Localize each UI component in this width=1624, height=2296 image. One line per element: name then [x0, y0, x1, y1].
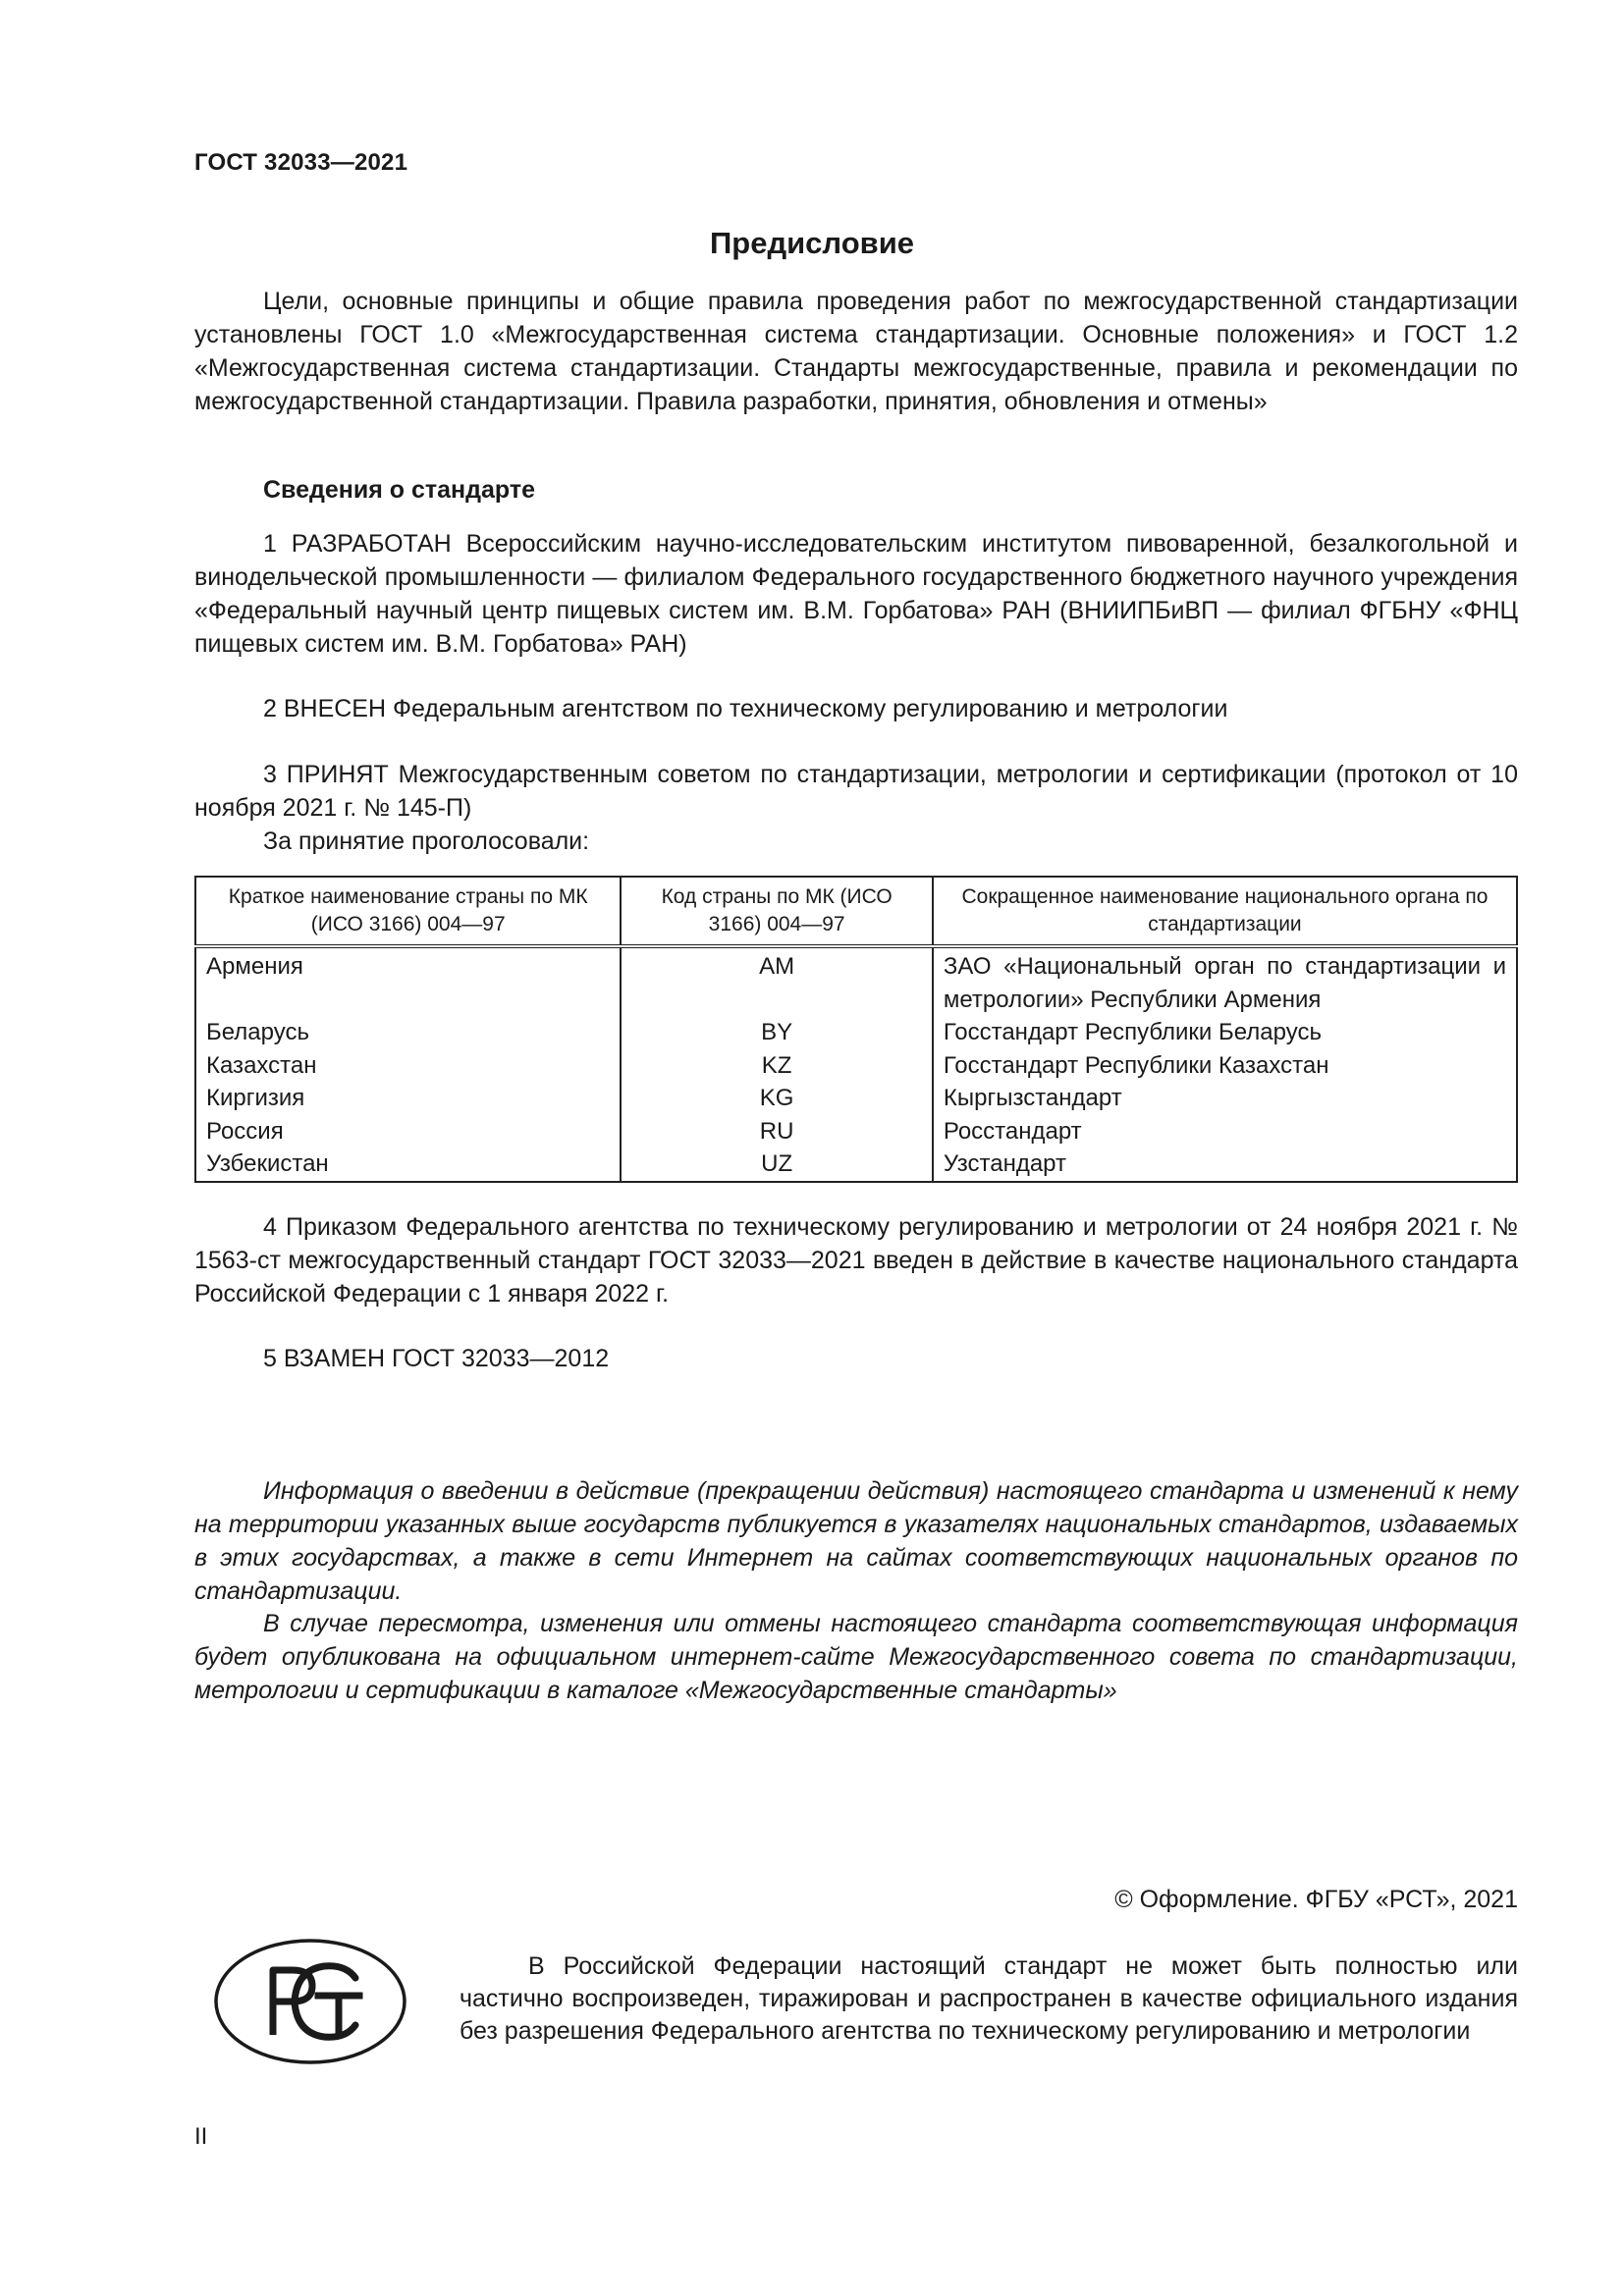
country-cell: Россия — [195, 1115, 621, 1148]
item-4-order: 4 Приказом Федерального агентства по техническому регулированию и метрологии от 24 ноября 2021 г. № 1563-ст межгосударственный стандарт ГОСТ 32033—2021 введен в действие в качестве национального стандарта Российской Федерации с 1 января 2022 г. — [194, 1213, 1518, 1308]
country-cell: Киргизия — [195, 1082, 621, 1115]
document-code: ГОСТ 32033—2021 — [194, 149, 408, 176]
table-row — [195, 1148, 1517, 1182]
table-header-row — [195, 877, 1517, 946]
rst-logo — [212, 1937, 408, 2066]
country-cell: Узбекистан — [195, 1148, 621, 1182]
code-cell: KZ — [621, 1049, 932, 1083]
intro-paragraph: Цели, основные принципы и общие правила проведения работ по межгосударственной стандартизации установлены ГОСТ 1.0 «Межгосударственная система стандартизации. Основные положения» и ГОСТ 1.2 «Межгосударственная система стандартизации. Стандарты межгосударственные, правила и рекомендации по межгосударственной стандартизации. Правила разработки, принятия, обновления и отмены» — [194, 288, 1518, 415]
code-cell: AM — [621, 946, 932, 1016]
body-cell: Кыргызстандарт — [933, 1082, 1517, 1115]
code-cell: BY — [621, 1016, 932, 1049]
item-3-adopted: 3 ПРИНЯТ Межгосударственным советом по стандартизации, метрологии и сертификации (протокол от 10 ноября 2021 г. № 145-П) — [194, 761, 1518, 822]
column-header-code: Код страны по МК (ИСО 3166) 004—97 — [621, 877, 932, 946]
code-cell: KG — [621, 1082, 932, 1115]
page-title: Предисловие — [709, 226, 914, 260]
voted-label: За принятие проголосовали: — [263, 828, 590, 855]
copyright-line: © Оформление. ФГБУ «РСТ», 2021 — [1114, 1886, 1518, 1913]
item-2-introduced: 2 ВНЕСЕН Федеральным агентством по техническому регулированию и метрологии — [263, 695, 1228, 722]
notice-paragraph-1: Информация о введении в действие (прекращении действия) настоящего стандарта и изменений к нему на территории указанных выше государств публикуется в указателях национальных стандартов, издаваемых в этих государствах, а также в сети Интернет на сайтах соответствующих национальных органов по стандартизации. — [194, 1477, 1518, 1605]
item-5-replaces: 5 ВЗАМЕН ГОСТ 32033—2012 — [263, 1345, 610, 1372]
notice-paragraph-2: В случае пересмотра, изменения или отмены настоящего стандарта соответствующая информация будет опубликована на официальном интернет-сайте Межгосударственного совета по стандартизации, метрологии и сертификации в каталоге «Межгосударственные стандарты» — [194, 1610, 1518, 1704]
body-cell: Госстандарт Республики Беларусь — [933, 1016, 1517, 1049]
body-cell: Узстандарт — [933, 1148, 1517, 1182]
code-cell: RU — [621, 1115, 932, 1148]
column-header-country: Краткое наименование страны по МК (ИСО 3166) 004—97 — [195, 877, 621, 946]
country-cell: Армения — [195, 946, 621, 1016]
country-cell: Казахстан — [195, 1049, 621, 1083]
column-header-body: Сокращенное наименование национального органа по стандартизации — [933, 877, 1517, 946]
country-cell: Беларусь — [195, 1016, 621, 1049]
table-row — [195, 1082, 1517, 1115]
body-cell: Госстандарт Республики Казахстан — [933, 1049, 1517, 1083]
voting-table — [194, 876, 1518, 1183]
body-cell: ЗАО «Национальный орган по стандартизации и метрологии» Республики Армения — [933, 946, 1517, 1016]
table-row — [195, 1016, 1517, 1049]
code-cell: UZ — [621, 1148, 932, 1182]
body-cell: Росстандарт — [933, 1115, 1517, 1148]
table-row — [195, 946, 1517, 1016]
item-1-developed: 1 РАЗРАБОТАН Всероссийским научно-исследовательским институтом пивоваренной, безалкогольной и винодельческой промышленности — филиалом Федерального государственного бюджетного научного учреждения «Федеральный научный центр пищевых систем им. В.М. Горбатова» РАН (ВНИИПБиВП — филиал ФГБНУ «ФНЦ пищевых систем им. В.М. Горбатова» РАН) — [194, 530, 1518, 658]
info-heading: Сведения о стандарте — [263, 476, 536, 504]
rights-notice: В Российской Федерации настоящий стандарт не может быть полностью или частично воспроизведен, тиражирован и распространен в качестве официального издания без разрешения Федерального агентства по техническому регулированию и метрологии — [460, 1952, 1518, 2045]
table-row — [195, 1115, 1517, 1148]
table-row — [195, 1049, 1517, 1083]
page-number: II — [194, 2123, 208, 2150]
